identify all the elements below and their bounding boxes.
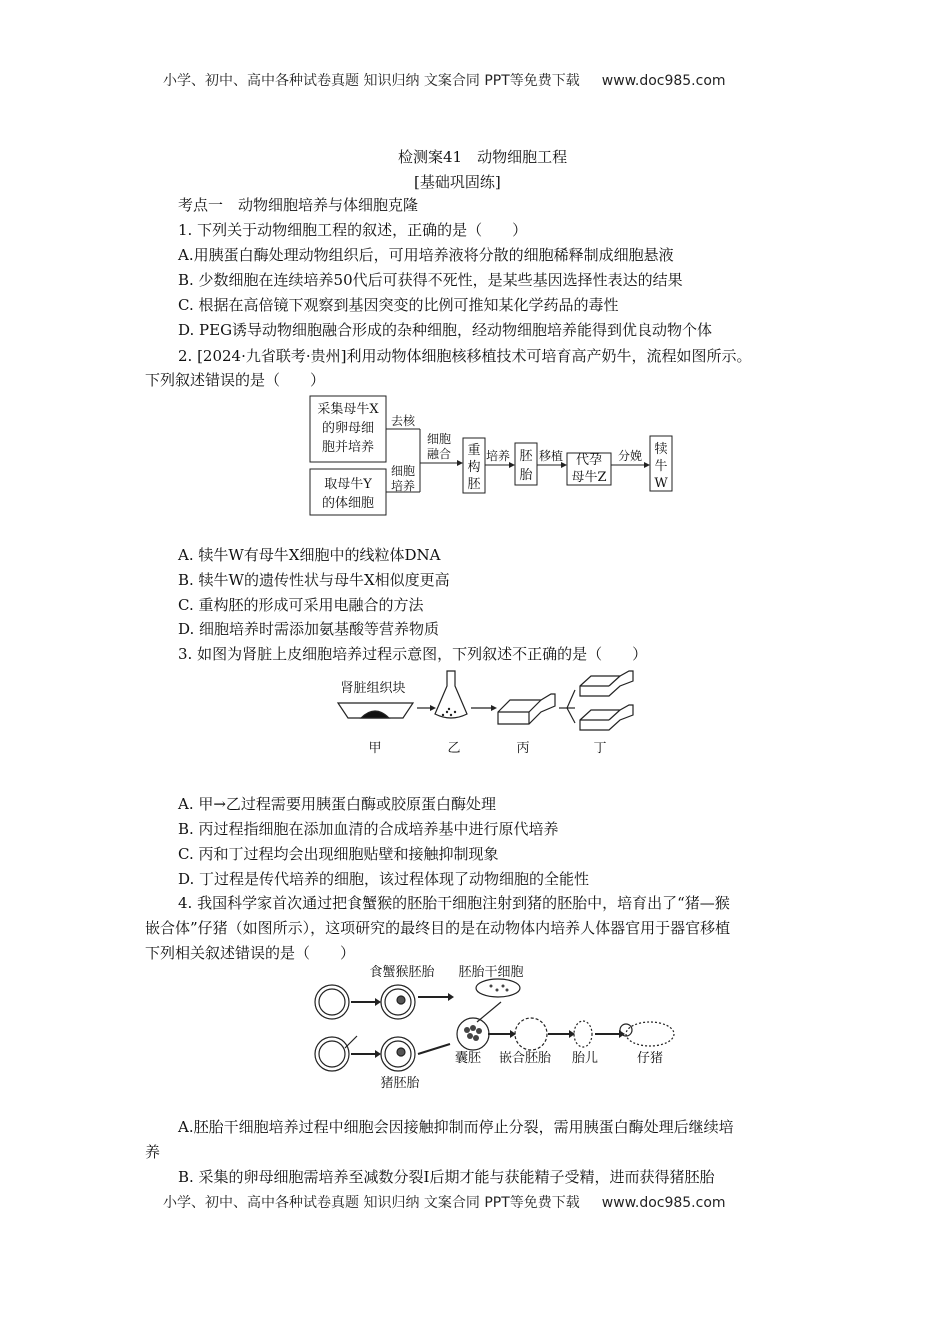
header-site[interactable]: www.doc985.com [601,73,726,89]
chimera-embryo-icon [515,1018,547,1050]
label-monkey-embryo: 食蟹猴胚胎 [369,965,435,980]
q2-flow-diagram [300,393,690,523]
arrow-icon [457,460,463,466]
label-jia: 甲 [368,741,382,756]
q2-stem-line2: 下列叙述错误的是（ ） [145,371,326,389]
q4-chimera-diagram [305,962,705,1092]
box-embryo-2: 胎 [519,468,533,483]
section-heading: 考点一 动物细胞培养与体细胞克隆 [178,196,419,214]
label-culture2: 培养 [485,449,511,463]
box-calf-1: 犊 [654,442,668,457]
box-x-line2: 的卵母细 [321,421,375,436]
label-fetus: 胎儿 [571,1051,599,1066]
label-enucleate: 去核 [390,414,416,428]
box-embryo-1: 胚 [519,449,533,464]
q4-option-b: B. 采集的卵母细胞需培养至减数分裂Ⅰ后期才能与获能精子受精，进而获得猪胚胎 [178,1168,715,1186]
label-ding: 丁 [593,741,607,756]
q1-option-c: C. 根据在高倍镜下观察到基因突变的比例可推知某化学药品的毒性 [178,296,619,314]
q2-option-b: B. 犊牛W的遗传性状与母牛X相似度更高 [178,571,450,589]
culture-bottle-icon [580,705,633,730]
q1-option-a: A.用胰蛋白酶处理动物组织后，可用培养液将分散的细胞稀释制成细胞悬液 [178,246,674,264]
label-bing: 丙 [516,741,530,756]
box-y-line1: 取母牛Y [324,477,372,492]
blastocyst-icon [457,1018,489,1050]
box-calf-2: 牛 [654,459,668,474]
q2-option-d: D. 细胞培养时需添加氨基酸等营养物质 [178,620,440,638]
box-x-line3: 胞并培养 [321,440,375,455]
label-culture1-b: 培养 [390,479,416,493]
footer-site[interactable]: www.doc985.com [601,1195,726,1211]
box-reconstructed-3: 胚 [467,477,481,492]
q3-option-c: C. 丙和丁过程均会出现细胞贴壁和接触抑制现象 [178,845,499,863]
arrow-icon [448,993,454,1001]
label-culture1-a: 细胞 [390,464,416,478]
q2-option-a: A. 犊牛W有母牛X细胞中的线粒体DNA [178,546,441,564]
q4-option-a-line1: A.胚胎干细胞培养过程中细胞会因接触抑制而停止分裂，需用胰蛋白酶处理后继续培 [178,1118,734,1136]
q4-stem-line2: 嵌合体”仔猪（如图所示），这项研究的最终目的是在动物体内培养人体器官用于器官移植 [145,919,731,937]
box-y-line2: 的体细胞 [321,496,375,511]
label-fusion-a: 细胞 [426,432,452,446]
document-subtitle: [基础巩固练] [414,173,501,191]
culture-bottle-icon [498,694,555,724]
label-kidney-tissue: 肾脏组织块 [340,681,406,696]
label-transplant: 移植 [538,449,564,463]
arrow-icon [375,1050,381,1058]
q1-option-b: B. 少数细胞在连续培养50代后可获得不死性，是某些基因选择性表达的结果 [178,271,683,289]
label-piglet: 仔猪 [636,1051,664,1066]
q3-option-a: A. 甲→乙过程需要用胰蛋白酶或胶原蛋白酶处理 [178,795,496,813]
conical-flask-icon [435,671,467,718]
arrow-icon [619,1030,625,1038]
footer-text: 小学、初中、高中各种试卷真题 知识归纳 文案合同 PPT等免费下载 [163,1195,580,1211]
q2-stem-line1: 2. [2024·九省联考·贵州]利用动物体细胞核移植技术可培育高产奶牛，流程如图所示。 [178,347,752,365]
q1-option-d: D. PEG诱导动物细胞融合形成的杂种细胞，经动物细胞培养能得到优良动物个体 [178,321,713,339]
q2-option-c: C. 重构胚的形成可采用电融合的方法 [178,596,424,614]
label-blastocyst: 囊胚 [454,1051,482,1066]
monkey-oocyte-icon [315,985,349,1019]
document-title: 检测案41 动物细胞工程 [398,148,568,166]
label-fusion-b: 融合 [426,447,452,461]
arrow-icon [644,462,650,468]
box-reconstructed-2: 构 [467,460,481,475]
fetus-icon [574,1021,592,1047]
arrow-icon [491,705,497,711]
tissue-block-icon [361,711,389,718]
box-x-line1: 采集母牛X [317,402,379,417]
box-surrogate-2: 母牛Z [571,470,607,485]
page-footer [163,1192,726,1212]
box-surrogate-1: 代孕 [575,453,603,468]
arrow-icon [375,998,381,1006]
q4-stem-line3: 下列相关叙述错误的是（ ） [145,944,356,962]
q3-option-b: B. 丙过程指细胞在添加血清的合成培养基中进行原代培养 [178,820,559,838]
label-pig-embryo: 猪胚胎 [380,1076,420,1091]
box-calf-3: W [654,476,668,491]
culture-bottle-icon [580,671,633,696]
piglet-icon [626,1022,674,1046]
header-text: 小学、初中、高中各种试卷真题 知识归纳 文案合同 PPT等免费下载 [163,73,580,89]
q4-stem-line1: 4. 我国科学家首次通过把食蟹猴的胚胎干细胞注射到猪的胚胎中，培育出了“猪—猴 [178,894,730,912]
es-cell-dish-icon [476,979,520,997]
pig-oocyte-icon [315,1037,349,1071]
q3-culture-diagram [335,668,665,763]
q1-stem: 1. 下列关于动物细胞工程的叙述，正确的是（ ） [178,221,528,239]
arrow-icon [430,705,436,711]
box-reconstructed-1: 重 [467,443,481,458]
label-yi: 乙 [447,741,461,756]
label-es-cell: 胚胎干细胞 [458,965,524,980]
q4-option-a-line2: 养 [145,1143,161,1161]
q3-option-d: D. 丁过程是传代培养的细胞，该过程体现了动物细胞的全能性 [178,870,590,888]
q3-stem: 3. 如图为肾脏上皮细胞培养过程示意图，下列叙述不正确的是（ ） [178,645,648,663]
page-header [163,70,726,90]
label-birth: 分娩 [617,449,643,463]
label-chimera: 嵌合胚胎 [498,1051,552,1066]
